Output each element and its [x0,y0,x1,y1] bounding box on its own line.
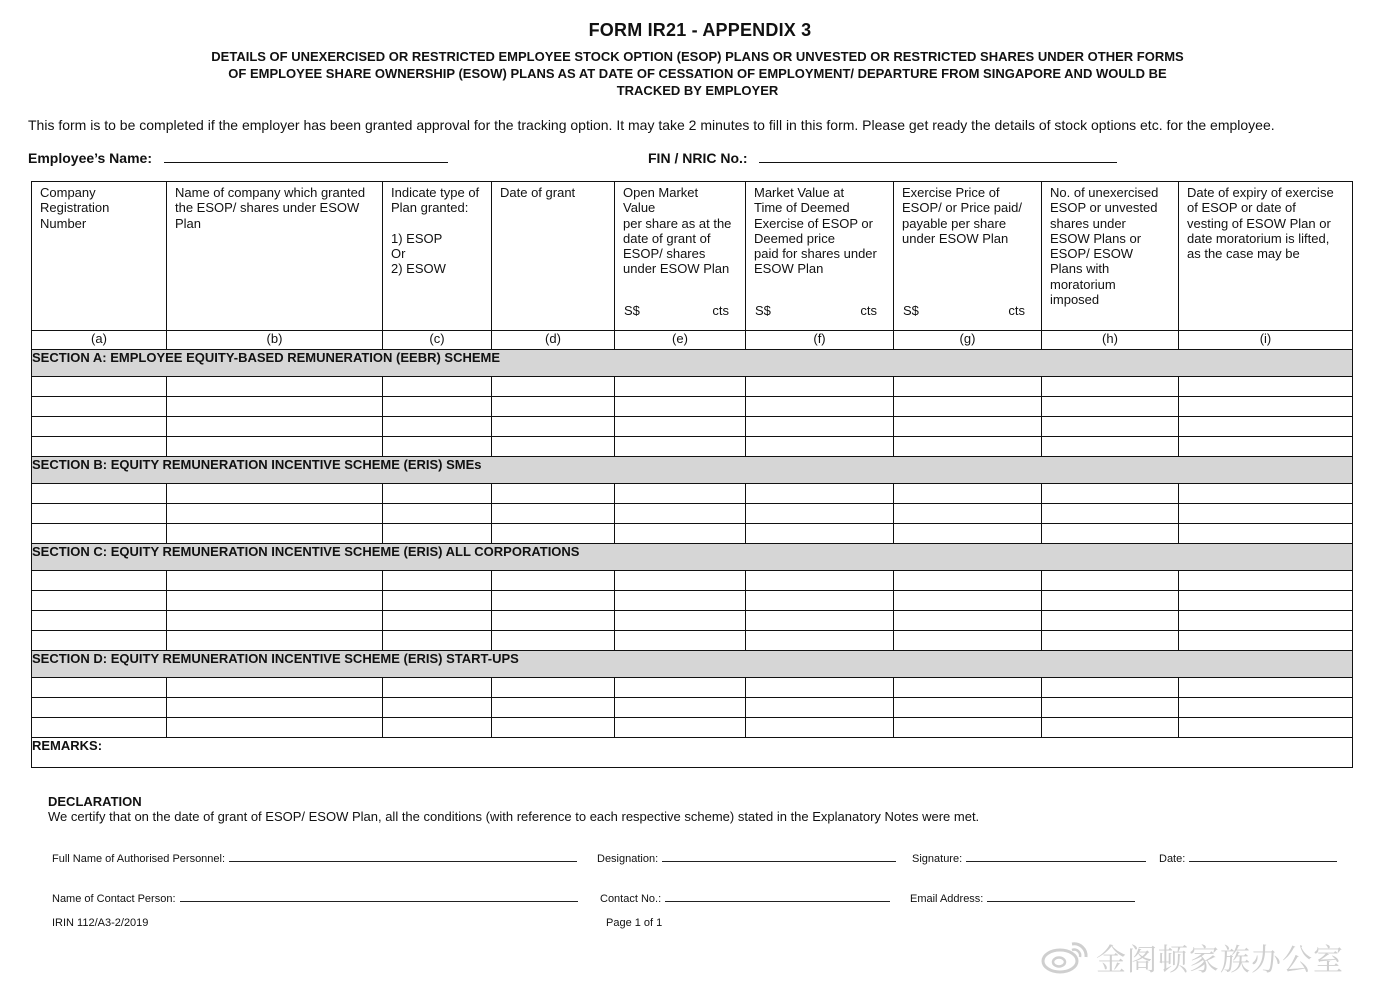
entry-cell[interactable] [1042,571,1179,591]
entry-cell[interactable] [492,591,615,611]
table-row [32,377,1353,397]
entry-cell[interactable] [615,437,746,457]
watermark [1040,935,1344,979]
header-line: Plan [175,215,202,231]
entry-cell[interactable] [615,417,746,437]
column-header-text [615,182,745,327]
entry-cell[interactable] [1179,698,1353,718]
entry-cell[interactable] [1042,524,1179,544]
entry-cell[interactable] [894,504,1042,524]
entry-cell[interactable] [615,698,746,718]
section-title: SECTION C: EQUITY REMUNERATION INCENTIVE SCHEME (ERIS) ALL CORPORATIONS [32,544,1353,571]
table-row [32,718,1353,738]
header-line: ESOP or unvested [1050,200,1158,216]
table-row [32,484,1353,504]
entry-cell[interactable] [383,484,492,504]
table-row [32,437,1353,457]
header-line: Indicate type of [391,185,480,200]
header-line: vesting of ESOW Plan or [1187,215,1331,231]
entry-cell[interactable] [1179,678,1353,698]
signature-field [912,851,1146,865]
table-row [32,678,1353,698]
header-line: paid for shares under [754,246,877,262]
column-letter: (h) [1042,331,1179,350]
entry-cell[interactable] [167,504,383,524]
entry-cell[interactable] [746,571,894,591]
date-label: Date: [1159,853,1186,865]
entry-cell[interactable] [1042,631,1179,651]
entry-cell[interactable] [167,631,383,651]
cents-label: cts [860,302,877,318]
entry-cell[interactable] [383,611,492,631]
entry-cell[interactable] [32,397,167,417]
column-header [492,182,615,331]
entry-cell[interactable] [32,571,167,591]
entry-cell[interactable] [894,397,1042,417]
contact-person-label: Name of Contact Person: [52,893,176,905]
entry-cell[interactable] [383,571,492,591]
entry-cell[interactable] [746,611,894,631]
cents-label: cts [712,302,729,318]
section-title: SECTION A: EMPLOYEE EQUITY-BASED REMUNERATION (EEBR) SCHEME [32,350,1353,377]
entry-cell[interactable] [615,377,746,397]
entry-cell[interactable] [167,437,383,457]
section-title: SECTION D: EQUITY REMUNERATION INCENTIVE SCHEME (ERIS) START-UPS [32,651,1353,678]
entry-cell[interactable] [167,611,383,631]
entry-cell[interactable] [492,611,615,631]
entry-cell[interactable] [894,718,1042,738]
entry-cell[interactable] [746,484,894,504]
entry-cell[interactable] [894,437,1042,457]
header-line: shares under [1050,215,1126,231]
subtitle-line: OF EMPLOYEE SHARE OWNERSHIP (ESOW) PLANS AS AT DATE OF CESSATION OF EMPLOYMENT/ DEPARTURE FROM SINGAPORE AND WOULD BE [228,66,1167,81]
designation-label: Designation: [597,853,659,865]
table-row [32,397,1353,417]
entry-cell[interactable] [615,571,746,591]
entry-cell[interactable] [746,504,894,524]
table-row [32,524,1353,544]
entry-cell[interactable] [1042,611,1179,631]
header-line: Date of expiry of exercise [1187,185,1334,200]
column-header [167,182,383,331]
table-row [32,611,1353,631]
signature-label: Signature: [912,853,963,865]
email-input[interactable] [987,891,1135,902]
form-subtitle [120,48,1275,99]
entry-cell[interactable] [492,484,615,504]
entry-cell[interactable] [383,718,492,738]
header-line: under ESOW Plan [623,261,730,277]
entry-cell[interactable] [492,718,615,738]
column-header [746,182,894,331]
subtitle-line: TRACKED BY EMPLOYER [616,83,779,98]
signature-input[interactable] [966,851,1146,862]
entry-cell[interactable] [32,417,167,437]
full-name-input[interactable] [229,851,577,862]
column-letter-row [32,331,1353,350]
entry-cell[interactable] [746,591,894,611]
form-title: FORM IR21 - APPENDIX 3 [588,20,812,40]
header-line: Exercise Price of [902,185,1000,200]
header-line: payable per share [902,215,1007,231]
entry-cell[interactable] [167,397,383,417]
column-letter: (a) [32,331,167,350]
entry-cell[interactable] [167,417,383,437]
entry-cell[interactable] [167,698,383,718]
employee-name-label: Employee’s Name: [28,150,152,166]
entry-cell[interactable] [1179,524,1353,544]
header-line: ESOP/ ESOW [1050,246,1134,262]
header-line: of ESOP or date of [1187,200,1296,216]
header-line: Plan granted: [391,200,469,216]
currency-label: S$ [903,302,919,318]
entry-cell[interactable] [492,437,615,457]
subtitle-line: DETAILS OF UNEXERCISED OR RESTRICTED EMPLOYEE STOCK OPTION (ESOP) PLANS OR UNVESTED OR RESTRICTED SHARES UNDER OTHER FORMS [211,49,1184,64]
section-header-row [32,350,1353,377]
currency-label: S$ [755,302,771,318]
column-letter: (f) [746,331,894,350]
header-line: Name of company which granted [175,185,366,200]
header-line: Value [623,200,656,216]
header-line: 2) ESOW [391,261,446,277]
column-header [1042,182,1179,331]
entry-cell[interactable] [1042,718,1179,738]
employee-name-field [28,148,448,166]
column-letter: (i) [1179,331,1353,350]
entry-cell[interactable] [492,698,615,718]
entry-cell[interactable] [167,377,383,397]
table-row [32,591,1353,611]
entry-cell[interactable] [894,698,1042,718]
entry-cell[interactable] [32,504,167,524]
designation-input[interactable] [662,851,896,862]
contact-person-field [52,891,578,905]
header-line: No. of unexercised [1050,185,1159,200]
entry-cell[interactable] [1179,377,1353,397]
entry-cell[interactable] [492,678,615,698]
email-label: Email Address: [910,893,984,905]
header-line: as the case may be [1187,246,1300,262]
cents-label: cts [1008,302,1025,318]
entry-cell[interactable] [1179,631,1353,651]
entry-cell[interactable] [383,524,492,544]
entry-cell[interactable] [1179,417,1353,437]
header-line: Deemed price [754,230,835,246]
declaration-title: DECLARATION [48,794,142,809]
column-letter: (d) [492,331,615,350]
column-header-text [1042,182,1178,327]
header-line: ESOP/ or Price paid/ [902,200,1022,216]
date-input[interactable] [1189,851,1337,862]
column-letter: (b) [167,331,383,350]
remarks-field[interactable]: REMARKS: [32,738,1353,768]
entry-cell[interactable] [615,631,746,651]
fin-label: FIN / NRIC No.: [648,150,748,166]
entry-cell[interactable] [1179,718,1353,738]
section-header-row [32,457,1353,484]
entry-cell[interactable] [894,484,1042,504]
header-line: moratorium [1050,276,1116,292]
entry-cell[interactable] [383,631,492,651]
entry-cell[interactable] [492,571,615,591]
entry-cell[interactable] [32,611,167,631]
column-header-text [1179,182,1352,327]
entry-cell[interactable] [167,571,383,591]
entry-cell[interactable] [32,678,167,698]
header-line: under ESOW Plan [902,230,1009,246]
entry-cell[interactable] [383,504,492,524]
header-row [32,182,1353,331]
intro-text: This form is to be completed if the employer has been granted approval for the tracking option. It may take 2 minutes to fill in this form. Please get ready the details of stock options etc. for the employee. [28,117,1275,133]
entry-cell[interactable] [32,437,167,457]
header-line: the ESOP/ shares under ESOW [175,200,360,216]
header-line [391,216,483,231]
header-line: Time of Deemed [754,200,850,216]
header-line: Exercise of ESOP or [754,215,873,231]
entry-cell[interactable] [1042,678,1179,698]
entry-cell[interactable] [1042,698,1179,718]
entry-cell[interactable] [894,524,1042,544]
entry-cell[interactable] [1179,504,1353,524]
entry-cell[interactable] [615,718,746,738]
entry-cell[interactable] [746,718,894,738]
entry-cell[interactable] [1042,377,1179,397]
entry-cell[interactable] [167,678,383,698]
entry-cell[interactable] [1042,504,1179,524]
entry-cell[interactable] [492,377,615,397]
entry-cell[interactable] [1179,611,1353,631]
column-letter: (c) [383,331,492,350]
header-line: imposed [1050,292,1100,308]
table-row [32,698,1353,718]
column-header [894,182,1042,331]
declaration-text: We certify that on the date of grant of ESOP/ ESOW Plan, all the conditions (with reference to each respective scheme) stated in the Explanatory Notes were met. [48,809,980,824]
header-line: Market Value at [754,185,845,200]
entry-cell[interactable] [32,484,167,504]
fin-input[interactable] [759,148,1117,163]
entry-cell[interactable] [1042,417,1179,437]
entry-cell[interactable] [383,591,492,611]
entry-cell[interactable] [615,524,746,544]
column-header-text [32,182,166,327]
entry-cell[interactable] [615,591,746,611]
column-header-text [894,182,1041,327]
contact-person-input[interactable] [180,891,578,902]
entry-cell[interactable] [383,397,492,417]
entry-cell[interactable] [492,631,615,651]
entry-cell[interactable] [1042,397,1179,417]
entry-cell[interactable] [615,504,746,524]
email-field [910,891,1135,905]
full-name-field [52,851,577,865]
designation-field [597,851,896,865]
entry-cell[interactable] [746,397,894,417]
date-field [1159,851,1337,865]
entry-cell[interactable] [894,417,1042,437]
entry-cell[interactable] [32,698,167,718]
entry-cell[interactable] [615,397,746,417]
entry-cell[interactable] [383,437,492,457]
table-row [32,504,1353,524]
column-header-text [746,182,893,327]
entry-cell[interactable] [492,524,615,544]
section-title: SECTION B: EQUITY REMUNERATION INCENTIVE SCHEME (ERIS) SMEs [32,457,1353,484]
full-name-label: Full Name of Authorised Personnel: [52,853,226,865]
column-header-text [167,182,382,327]
entry-cell[interactable] [1042,484,1179,504]
watermark-text: 金阁顿家族办公室 [1096,944,1344,977]
column-letter: (g) [894,331,1042,350]
entry-cell[interactable] [1179,484,1353,504]
contact-no-input[interactable] [665,891,890,902]
currency-label: S$ [624,302,640,318]
entry-cell[interactable] [1179,571,1353,591]
column-header [383,182,492,331]
entry-cell[interactable] [615,678,746,698]
entry-cell[interactable] [32,591,167,611]
entry-cell[interactable] [32,718,167,738]
entry-cell[interactable] [167,591,383,611]
entry-cell[interactable] [167,718,383,738]
header-line: ESOP/ shares [623,246,706,262]
fin-field [648,148,1117,166]
contact-no-label: Contact No.: [600,893,662,905]
header-line: per share as at the [623,215,732,231]
entry-cell[interactable] [1179,591,1353,611]
header-line: Registration [40,200,110,216]
entry-cell[interactable] [746,698,894,718]
entry-cell[interactable] [492,397,615,417]
entry-cell[interactable] [1042,591,1179,611]
entry-cell[interactable] [746,417,894,437]
header-line: 1) ESOP [391,230,443,246]
header-line: ESOW Plans or [1050,230,1142,246]
section-header-row [32,544,1353,571]
header-line: date of grant of [623,230,711,246]
header-line: Or [391,246,406,262]
header-line: date moratorium is lifted, [1187,230,1330,246]
entry-cell[interactable] [492,417,615,437]
employee-name-input[interactable] [164,148,448,163]
column-header-text [492,182,614,327]
entry-cell[interactable] [746,377,894,397]
entry-cell[interactable] [383,417,492,437]
entry-cell[interactable] [746,678,894,698]
page-number: Page 1 of 1 [606,917,663,929]
column-header [1179,182,1353,331]
entry-cell[interactable] [32,631,167,651]
header-line: Open Market [623,185,699,200]
entry-cell[interactable] [746,437,894,457]
contact-no-field [600,891,890,905]
entry-cell[interactable] [492,504,615,524]
entry-cell[interactable] [32,377,167,397]
column-header [615,182,746,331]
entry-cell[interactable] [615,611,746,631]
entry-cell[interactable] [383,678,492,698]
entry-cell[interactable] [383,698,492,718]
table-row [32,417,1353,437]
entry-cell[interactable] [32,524,167,544]
entry-cell[interactable] [167,524,383,544]
entry-cell[interactable] [383,377,492,397]
header-line: Plans with [1050,261,1110,277]
table-row [32,631,1353,651]
table-row [32,571,1353,591]
entry-cell[interactable] [894,571,1042,591]
column-header-text [383,182,491,327]
column-header [32,182,167,331]
entry-cell[interactable] [894,377,1042,397]
section-header-row [32,651,1353,678]
column-letter: (e) [615,331,746,350]
entry-cell[interactable] [746,524,894,544]
entry-cell[interactable] [894,611,1042,631]
entry-cell[interactable] [894,678,1042,698]
entry-cell[interactable] [894,591,1042,611]
header-line: Date of grant [500,185,576,200]
weibo-icon [1040,940,1090,974]
remarks-row [32,738,1353,768]
entry-cell[interactable] [167,484,383,504]
entry-cell[interactable] [746,631,894,651]
entry-cell[interactable] [1179,397,1353,417]
entry-cell[interactable] [1042,437,1179,457]
entry-cell[interactable] [1179,437,1353,457]
header-line: Company [40,185,96,200]
header-line: Number [40,215,87,231]
entry-cell[interactable] [894,631,1042,651]
entry-cell[interactable] [615,484,746,504]
form-code: IRIN 112/A3-2/2019 [52,917,149,929]
esop-table [31,181,1353,768]
header-line: ESOW Plan [754,261,824,277]
